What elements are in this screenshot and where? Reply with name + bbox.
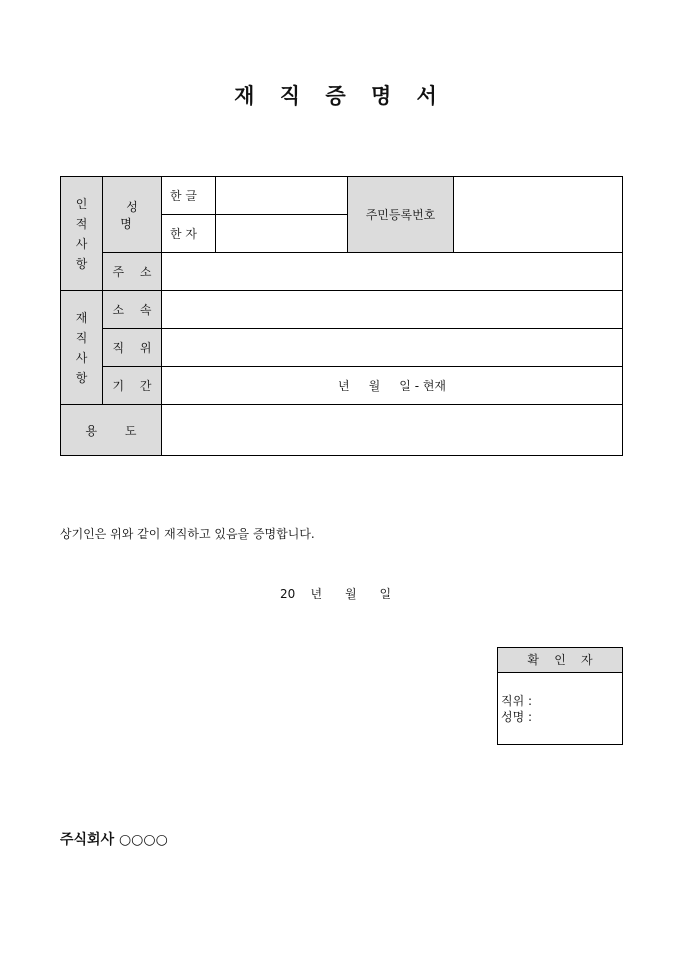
period-label-cell — [103, 367, 162, 405]
affiliation-field[interactable] — [162, 291, 623, 329]
hanja-name-field[interactable] — [216, 215, 348, 253]
purpose-field[interactable] — [162, 405, 623, 456]
confirmer-header: 확 인 자 — [498, 648, 622, 673]
address-field[interactable] — [162, 253, 623, 291]
period-field[interactable]: 년 월 일 - 현재 — [162, 367, 623, 405]
hangul-label: 한 글 — [162, 177, 216, 215]
resident-number-label: 주민등록번호 — [348, 177, 454, 253]
affiliation-label: 소 속 — [112, 303, 158, 317]
confirmer-name[interactable]: 성명 : — [501, 710, 533, 724]
address-label-cell — [103, 253, 162, 291]
document-title: 재 직 증 명 서 — [234, 83, 446, 108]
period-label: 기 간 — [112, 379, 158, 393]
issue-date: 20 년 월 일 — [280, 587, 392, 601]
company-name: 주식회사 ○○○○ — [60, 832, 168, 848]
confirmer-box — [497, 647, 623, 745]
hangul-name-field[interactable] — [216, 177, 348, 215]
purpose-label-cell — [61, 405, 162, 456]
name-label-cell — [103, 177, 162, 253]
affiliation-label-cell — [103, 291, 162, 329]
employment-section-label: 재 직 사 항 — [61, 291, 103, 405]
confirmer-position[interactable]: 직위 : — [501, 694, 533, 708]
name-label: 성 명 — [120, 199, 150, 231]
certification-statement: 상기인은 위와 같이 재직하고 있음을 증명합니다. — [60, 527, 315, 541]
purpose-label: 용 도 — [85, 423, 149, 438]
position-label: 직 위 — [112, 341, 158, 355]
resident-number-field[interactable] — [454, 177, 623, 253]
personal-section-label: 인 적 사 항 — [61, 177, 103, 291]
hanja-label: 한 자 — [162, 215, 216, 253]
position-label-cell — [103, 329, 162, 367]
employment-info-table — [60, 176, 623, 456]
position-field[interactable] — [162, 329, 623, 367]
address-label: 주 소 — [112, 265, 158, 279]
